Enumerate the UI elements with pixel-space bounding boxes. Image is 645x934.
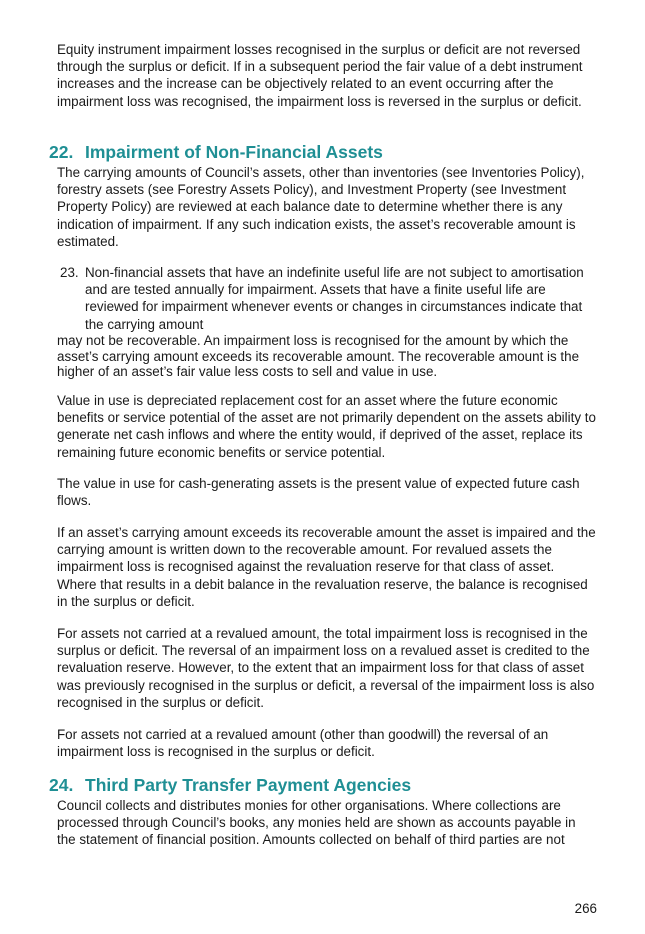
not-revalued-paragraph: For assets not carried at a revalued amount, the total impairment loss is recognised in the surplus or deficit. The reversal of an impairment loss on a revalued asset is credited to the revaluation reserve. However, to the extent that an impairment loss for that class of asset was previously recognised in the surplus or deficit, a reversal of the impairment loss is also recognised in the surplus or deficit. [57, 626, 595, 710]
section-23-continued-paragraph: may not be recoverable. An impairment loss is recognised for the amount by which the asset’s carrying amount exceeds its recoverable amount. The recoverable amount is the higher of an asset’s fair value less costs to sell and value in use. [57, 333, 580, 379]
section-22-heading [49, 141, 383, 163]
goodwill-paragraph: For assets not carried at a revalued amount (other than goodwill) the reversal of an impairment loss is recognised in the surplus or deficit. [57, 727, 549, 760]
page-number: 266 [574, 901, 597, 916]
section-23-number: 23. [60, 265, 79, 280]
section-23-paragraph: Non-financial assets that have an indefinite useful life are not subject to amortisation and are tested annually for impairment. Assets that have a finite useful life are reviewed for impairment whenever events or changes in circumstances indicate that the carrying amount [85, 265, 584, 332]
section-22-title: Impairment of Non-Financial Assets [85, 142, 383, 162]
section-24-paragraph: Council collects and distributes monies for other organisations. Where collections are processed through Council’s books, any monies held are shown as accounts payable in the statement of financial position. Amounts collected on behalf of third parties are not [57, 798, 576, 848]
impaired-asset-paragraph: If an asset’s carrying amount exceeds its recoverable amount the asset is impaired and the carrying amount is written down to the recoverable amount. For revalued assets the impairment loss is recognised against the revaluation reserve for that class of asset. Where that results in a debit balance in the revaluation reserve, the balance is recognised in the surplus or deficit. [57, 525, 596, 609]
intro-paragraph: Equity instrument impairment losses recognised in the surplus or deficit are not reversed through the surplus or deficit. If in a subsequent period the fair value of a debt instrument increases and the increase can be objectively related to an event occurring after the impairment loss was recognised, the impairment loss is reversed in the surplus or deficit. [57, 42, 583, 109]
section-22-paragraph: The carrying amounts of Council’s assets, other than inventories (see Inventories Policy), forestry assets (see Forestry Assets Policy), and Investment Property (see Investment Property Policy) are reviewed at each balance date to determine whether there is any indication of impairment. If any such indication exists, the asset’s recoverable amount is estimated. [57, 165, 585, 249]
section-22-number: 22. [49, 142, 74, 162]
value-in-use-paragraph: Value in use is depreciated replacement cost for an asset where the future economic benefits or service potential of the asset are not primarily dependent on the assets ability to generate net cash inflows and where the entity would, if deprived of the asset, replace its remaining future economic benefits or service potential. [57, 393, 596, 460]
section-24-title: Third Party Transfer Payment Agencies [85, 775, 412, 795]
section-24-heading [49, 774, 411, 796]
section-24-number: 24. [49, 775, 74, 795]
cash-generating-paragraph: The value in use for cash-generating assets is the present value of expected future cash flows. [57, 476, 580, 509]
